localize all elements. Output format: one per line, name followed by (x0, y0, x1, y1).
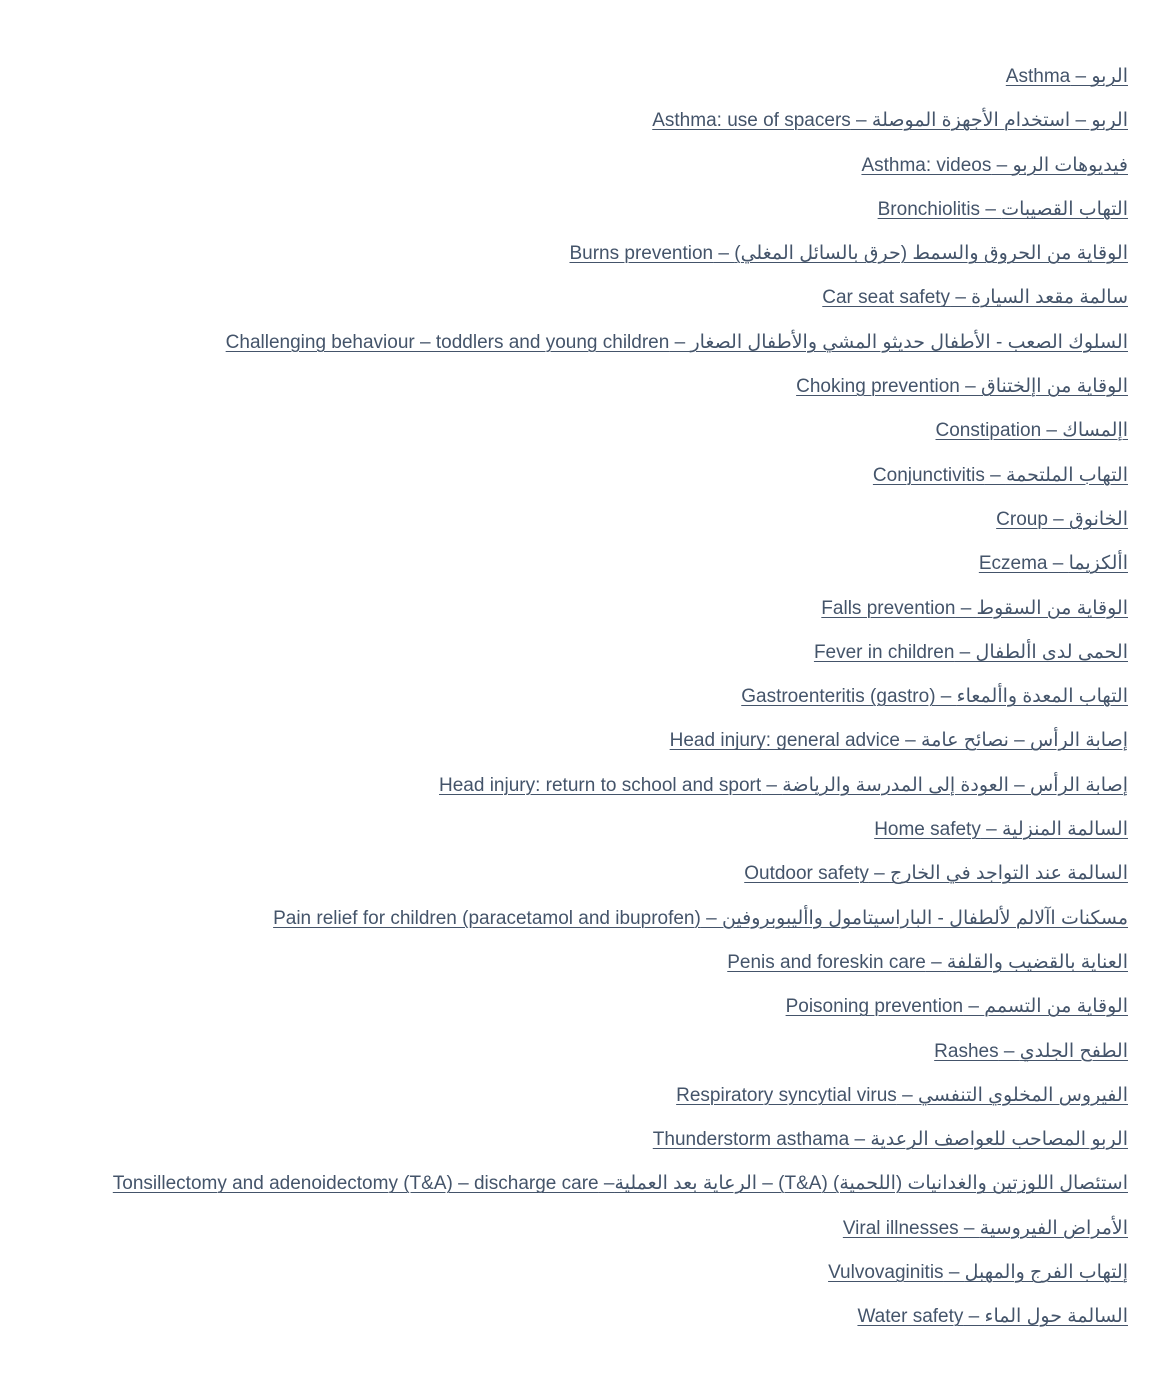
arabic-label: العناية بالقضيب والقلفة (946, 951, 1128, 973)
dash-separator: – (925, 951, 947, 973)
arabic-label: السالمة حول الماء (984, 1306, 1128, 1328)
arabic-label: الربو المصاحب للعواصف الرعدية (870, 1129, 1128, 1151)
arabic-label: التهاب الملتحمة (1005, 464, 1128, 486)
factsheet-link[interactable] (744, 863, 1128, 884)
arabic-label: استئصال اللوزتين والغدانيات (اللحمية) (T&A) – الرعاية بعد العملية (614, 1173, 1128, 1195)
arabic-label: الربو (1091, 66, 1128, 87)
dash-separator: – (896, 1084, 918, 1106)
factsheet-link[interactable] (936, 420, 1128, 441)
list-item (0, 1074, 1128, 1118)
list-item (0, 232, 1128, 276)
english-label: Gastroenteritis (gastro) (741, 686, 936, 708)
factsheet-link[interactable] (741, 686, 1128, 707)
factsheet-link[interactable] (878, 199, 1128, 220)
list-item (0, 542, 1128, 586)
list-item (0, 188, 1128, 232)
list-item (0, 99, 1128, 143)
english-label: Home safety (874, 819, 981, 841)
list-item (0, 144, 1128, 188)
arabic-label: الحمى لدى األطفال (975, 641, 1128, 663)
list-item (0, 276, 1128, 320)
dash-separator: – (1047, 508, 1070, 530)
dash-separator: – (998, 1040, 1020, 1062)
list-item (0, 897, 1128, 941)
english-label: Fever in children (813, 641, 955, 663)
factsheet-link[interactable] (843, 1218, 1128, 1239)
factsheet-link[interactable] (979, 553, 1128, 574)
dash-separator: – (1070, 66, 1092, 87)
dash-separator: – (963, 996, 985, 1018)
english-label: Falls prevention (821, 597, 956, 619)
list-item (0, 365, 1128, 409)
dash-separator: – (954, 641, 976, 663)
dash-separator: – (849, 1129, 871, 1151)
factsheet-link[interactable] (676, 1085, 1128, 1106)
english-label: Vulvovaginitis (828, 1262, 944, 1284)
dash-separator: – (669, 331, 691, 353)
arabic-label: الربو – استخدام الأجهزة الموصلة (871, 110, 1128, 132)
factsheet-link[interactable] (226, 332, 1128, 353)
english-label: Respiratory syncytial virus (676, 1084, 897, 1106)
english-label: Burns prevention (569, 243, 714, 265)
list-item (0, 808, 1128, 852)
dash-separator: – (868, 863, 890, 885)
dash-separator: – (980, 198, 1002, 220)
factsheet-link[interactable] (652, 110, 1128, 131)
list-item (0, 985, 1128, 1029)
dash-separator: – (713, 243, 735, 265)
list-item (0, 941, 1128, 985)
list-item (0, 1030, 1128, 1074)
dash-separator: – (1041, 420, 1063, 442)
dash-separator: – (700, 907, 722, 929)
english-label: Choking prevention (796, 376, 960, 398)
english-label: Penis and foreskin care (727, 951, 926, 973)
english-label: Head injury: general advice (669, 730, 900, 752)
factsheet-link[interactable] (861, 155, 1128, 176)
list-item (0, 1162, 1128, 1206)
factsheet-link[interactable] (273, 908, 1128, 929)
factsheet-link[interactable] (857, 1306, 1128, 1327)
english-label: Tonsillectomy and adenoidectomy (T&A) – discharge care (112, 1173, 599, 1195)
english-label: Eczema (978, 553, 1048, 575)
factsheet-link[interactable] (821, 598, 1128, 619)
dash-separator: – (991, 154, 1013, 176)
english-label: Asthma (1005, 66, 1071, 87)
english-label: Water safety (857, 1306, 964, 1328)
arabic-label: إصابة الرأس – نصائح عامة (921, 730, 1128, 752)
factsheet-link[interactable] (934, 1041, 1128, 1062)
factsheet-link[interactable] (1006, 66, 1128, 87)
dash-separator: – (899, 730, 922, 752)
english-label: Bronchiolitis (877, 198, 981, 220)
dash-separator: – (950, 287, 972, 309)
arabic-label: فيديوهات الربو (1012, 154, 1128, 176)
arabic-label: الوقاية من اإلختناق (980, 376, 1128, 398)
factsheet-link[interactable] (873, 465, 1128, 486)
arabic-label: التهاب المعدة واألمعاء (956, 686, 1128, 708)
factsheet-link[interactable] (569, 243, 1128, 264)
english-label: Thunderstorm asthama (652, 1129, 850, 1151)
arabic-label: الطفح الجلدي (1019, 1040, 1128, 1062)
dash-separator: – (955, 597, 977, 619)
factsheet-link[interactable] (828, 1262, 1128, 1283)
arabic-label: إلتهاب الفرج والمهبل (964, 1262, 1128, 1284)
list-item (0, 1207, 1128, 1251)
factsheet-link[interactable] (814, 642, 1128, 663)
english-label: Challenging behaviour – toddlers and young children (225, 331, 670, 353)
factsheet-link[interactable] (786, 996, 1128, 1017)
dash-separator: – (958, 1217, 980, 1239)
arabic-label: الوقاية من الحروق والسمط (حرق بالسائل المغلي) (734, 243, 1128, 265)
arabic-label: الخانوق (1069, 508, 1128, 530)
list-item (0, 852, 1128, 896)
dash-separator: – (959, 376, 981, 398)
dash-separator: – (1047, 553, 1069, 575)
arabic-label: اإلمساك (1062, 420, 1128, 442)
factsheet-link[interactable] (670, 730, 1128, 751)
list-item (0, 1251, 1128, 1295)
dash-separator: – (943, 1262, 965, 1284)
factsheet-link[interactable] (796, 376, 1128, 397)
arabic-label: السالمة عند التواجد في الخارج (889, 863, 1128, 885)
list-item (0, 55, 1128, 99)
english-label: Croup (996, 508, 1048, 530)
english-label: Conjunctivitis (872, 464, 985, 486)
english-label: Head injury: return to school and sport (439, 774, 762, 796)
list-item (0, 764, 1128, 808)
list-item (0, 719, 1128, 763)
dash-separator: – (984, 464, 1006, 486)
english-label: Pain relief for children (paracetamol and ibuprofen) (273, 907, 701, 929)
list-item (0, 587, 1128, 631)
arabic-label: األكزيما (1068, 553, 1128, 575)
dash-separator: – (598, 1173, 615, 1195)
dash-separator: – (980, 819, 1002, 841)
arabic-label: سالمة مقعد السيارة (971, 287, 1128, 309)
arabic-label: إصابة الرأس – العودة إلى المدرسة والرياضة (782, 774, 1128, 796)
list-item (0, 631, 1128, 675)
dash-separator: – (935, 686, 957, 708)
english-label: Constipation (935, 420, 1042, 442)
factsheet-link[interactable] (874, 819, 1128, 840)
dash-separator: – (850, 110, 872, 132)
list-item (0, 675, 1128, 719)
dash-separator: – (761, 774, 783, 796)
factsheet-link[interactable] (653, 1129, 1128, 1150)
arabic-label: الوقاية من السقوط (976, 597, 1128, 619)
arabic-label: الفيروس المخلوي التنفسي (917, 1084, 1128, 1106)
english-label: Asthma: videos (861, 154, 992, 176)
english-label: Asthma: use of spacers (652, 110, 851, 132)
english-label: Car seat safety (822, 287, 951, 309)
list-item (0, 1118, 1128, 1162)
arabic-label: السالمة المنزلية (1001, 819, 1128, 841)
factsheet-link[interactable] (822, 287, 1128, 308)
factsheet-link[interactable] (113, 1173, 1128, 1194)
english-label: Rashes (934, 1040, 999, 1062)
factsheet-link[interactable] (439, 775, 1128, 796)
list-item (0, 321, 1128, 365)
factsheet-link[interactable] (727, 952, 1128, 973)
arabic-label: التهاب القصيبات (1001, 198, 1128, 220)
list-item (0, 498, 1128, 542)
arabic-label: الوقاية من التسمم (984, 996, 1128, 1018)
arabic-label: الأمراض الفيروسية (979, 1217, 1128, 1239)
english-label: Poisoning prevention (785, 996, 964, 1018)
english-label: Viral illnesses (842, 1217, 959, 1239)
arabic-label: السلوك الصعب - الأطفال حديثو المشي والأطفال الصغار (690, 331, 1128, 353)
english-label: Outdoor safety (744, 863, 869, 885)
factsheet-link[interactable] (996, 509, 1128, 530)
arabic-label: مسكنات اآلالم لألطفال - الباراسيتامول واأليبوبروفين (721, 907, 1128, 929)
list-item (0, 1295, 1128, 1339)
dash-separator: – (963, 1306, 985, 1328)
list-item (0, 454, 1128, 498)
list-item (0, 409, 1128, 453)
